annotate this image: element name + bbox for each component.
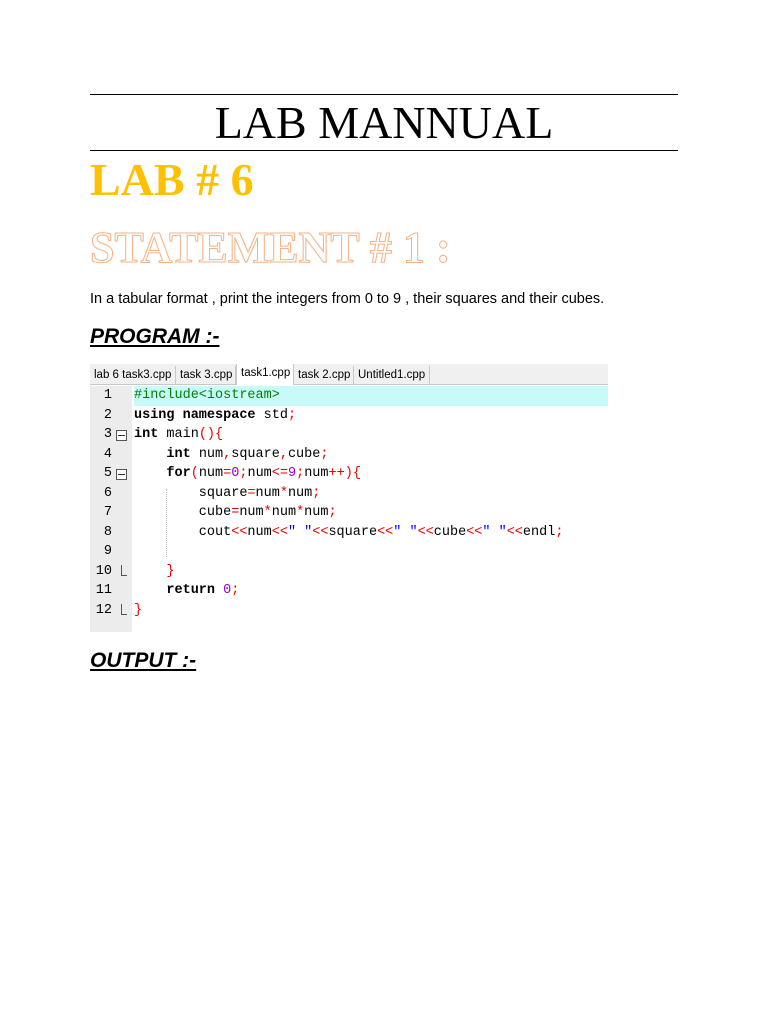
line-number: 7 bbox=[103, 505, 112, 520]
line-number: 3 bbox=[103, 427, 112, 442]
line-number: 4 bbox=[103, 446, 112, 462]
code-line-9 bbox=[134, 542, 608, 562]
title-bottom-rule bbox=[90, 150, 678, 151]
code-line-6: square=num*num; bbox=[134, 485, 321, 501]
code-line-3: int main(){ bbox=[134, 427, 224, 442]
line-number: 6 bbox=[103, 485, 112, 501]
line-number: 11 bbox=[95, 583, 112, 598]
statement-heading: STATEMENT # 1 : bbox=[90, 223, 451, 272]
fold-minus-icon[interactable] bbox=[116, 469, 127, 480]
line-number: 12 bbox=[95, 602, 112, 618]
program-heading: PROGRAM :- bbox=[90, 325, 220, 348]
code-line-10: } bbox=[166, 563, 175, 579]
line-number: 5 bbox=[103, 466, 112, 481]
line-number: 2 bbox=[103, 407, 112, 423]
line-number: 9 bbox=[103, 544, 112, 559]
code-editor-screenshot bbox=[90, 364, 608, 632]
code-line-1: #include<iostream> bbox=[134, 386, 608, 406]
code-line-12: } bbox=[134, 602, 143, 618]
tab-task2[interactable]: task 2.cpp bbox=[294, 366, 354, 384]
document-title: LAB MANNUAL bbox=[214, 97, 554, 148]
code-line-2: using namespace std; bbox=[134, 407, 297, 423]
line-number-gutter bbox=[90, 386, 132, 632]
fold-end-icon bbox=[121, 565, 127, 576]
line-number: 10 bbox=[95, 563, 112, 579]
statement-text: In a tabular format , print the integers from 0 to 9 , their squares and their cubes. bbox=[90, 291, 605, 307]
tab-task1[interactable]: task1.cpp bbox=[236, 364, 294, 385]
line-number: 1 bbox=[103, 388, 112, 403]
fold-minus-icon[interactable] bbox=[116, 430, 127, 441]
code-line-8: cout<<num<<" "<<square<<" "<<cube<<" "<<endl; bbox=[134, 524, 564, 540]
tab-untitled1[interactable]: Untitled1.cpp bbox=[354, 366, 430, 384]
tab-task3[interactable]: task 3.cpp bbox=[176, 366, 236, 384]
top-rule bbox=[90, 94, 678, 95]
code-line-5: for(num=0;num<=9;num++){ bbox=[166, 466, 361, 481]
code-line-11: return 0; bbox=[166, 583, 240, 598]
code-line-4: int num,square,cube; bbox=[166, 446, 329, 462]
fold-end-icon bbox=[121, 604, 127, 615]
editor-tab-bar bbox=[90, 364, 608, 385]
lab-heading: LAB # 6 bbox=[90, 154, 254, 205]
tab-lab6-task3[interactable]: lab 6 task3.cpp bbox=[90, 366, 176, 384]
line-number: 8 bbox=[103, 524, 112, 540]
code-line-7: cube=num*num*num; bbox=[134, 505, 337, 520]
output-heading: OUTPUT :- bbox=[90, 649, 197, 672]
